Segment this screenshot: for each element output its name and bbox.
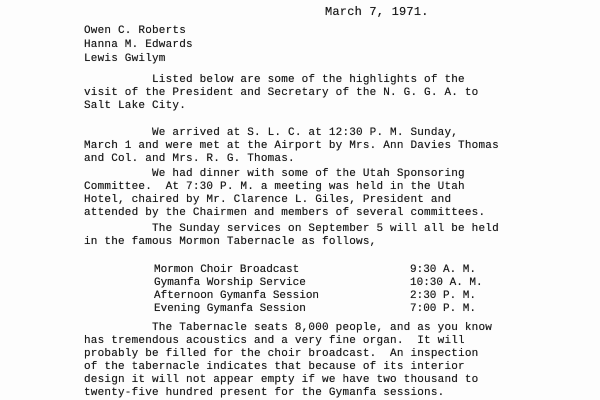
paragraph-line: twenty-five hundred present for the Gymanfa sessions. xyxy=(84,387,445,399)
paragraph-line: of the tabernacle indicates that because of its interior xyxy=(84,361,465,373)
schedule-event: Afternoon Gymanfa Session xyxy=(154,290,320,302)
schedule-row xyxy=(154,303,484,316)
paragraph-arrival xyxy=(84,127,524,166)
recipient-line-2: Hanna M. Edwards xyxy=(84,39,193,51)
schedule-row xyxy=(154,290,484,303)
paragraph-line: attended by the Chairmen and members of several committees. xyxy=(84,207,486,219)
paragraph-line: We arrived at S. L. C. at 12:30 P. M. Sunday, xyxy=(84,127,459,139)
recipient-line-3: Lewis Gwilym xyxy=(84,53,166,65)
paragraph-line: Listed below are some of the highlights of the xyxy=(84,74,465,86)
schedule-row xyxy=(154,264,484,277)
schedule-time: 10:30 A. M. xyxy=(410,277,483,289)
schedule-time: 7:00 P. M. xyxy=(410,303,477,315)
schedule-time: 9:30 A. M. xyxy=(410,264,477,276)
paragraph-line: The Tabernacle seats 8,000 people, and as you know xyxy=(84,322,493,334)
schedule-time: 2:30 P. M. xyxy=(410,290,477,302)
paragraph-line: design it will not appear empty if we have two thousand to xyxy=(84,374,479,386)
service-schedule xyxy=(154,264,484,316)
paragraph-line: March 1 and were met at the Airport by Mrs. Ann Davies Thomas xyxy=(84,140,499,152)
paragraph-line: probably be filled for the choir broadcast. An inspection xyxy=(84,348,479,360)
paragraph-line: The Sunday services on September 5 will all be held xyxy=(84,223,499,235)
letter-date: March 7, 1971. xyxy=(325,5,429,19)
paragraph-line: visit of the President and Secretary of the N. G. G. A. to xyxy=(84,87,479,99)
paragraph-highlights xyxy=(84,74,524,113)
paragraph-dinner xyxy=(84,168,524,220)
paragraph-services xyxy=(84,223,524,249)
paragraph-line: in the famous Mormon Tabernacle as follows, xyxy=(84,236,377,248)
paragraph-line: Salt Lake City. xyxy=(84,100,187,112)
paragraph-line: has tremendous acoustics and a very fine organ. It will xyxy=(84,335,465,347)
schedule-row xyxy=(154,277,484,290)
schedule-event: Mormon Choir Broadcast xyxy=(154,264,300,276)
paragraph-tabernacle xyxy=(84,322,524,400)
schedule-event: Gymanfa Worship Service xyxy=(154,277,306,289)
paragraph-line: Hotel, chaired by Mr. Clarence L. Giles, President and xyxy=(84,194,452,206)
schedule-event: Evening Gymanfa Session xyxy=(154,303,306,315)
paragraph-line: We had dinner with some of the Utah Sponsoring xyxy=(84,168,465,180)
paragraph-line: Committee. At 7:30 P. M. a meeting was held in the Utah xyxy=(84,181,465,193)
paragraph-line: and Col. and Mrs. R. G. Thomas. xyxy=(84,153,295,165)
recipient-line-1: Owen C. Roberts xyxy=(84,25,187,37)
